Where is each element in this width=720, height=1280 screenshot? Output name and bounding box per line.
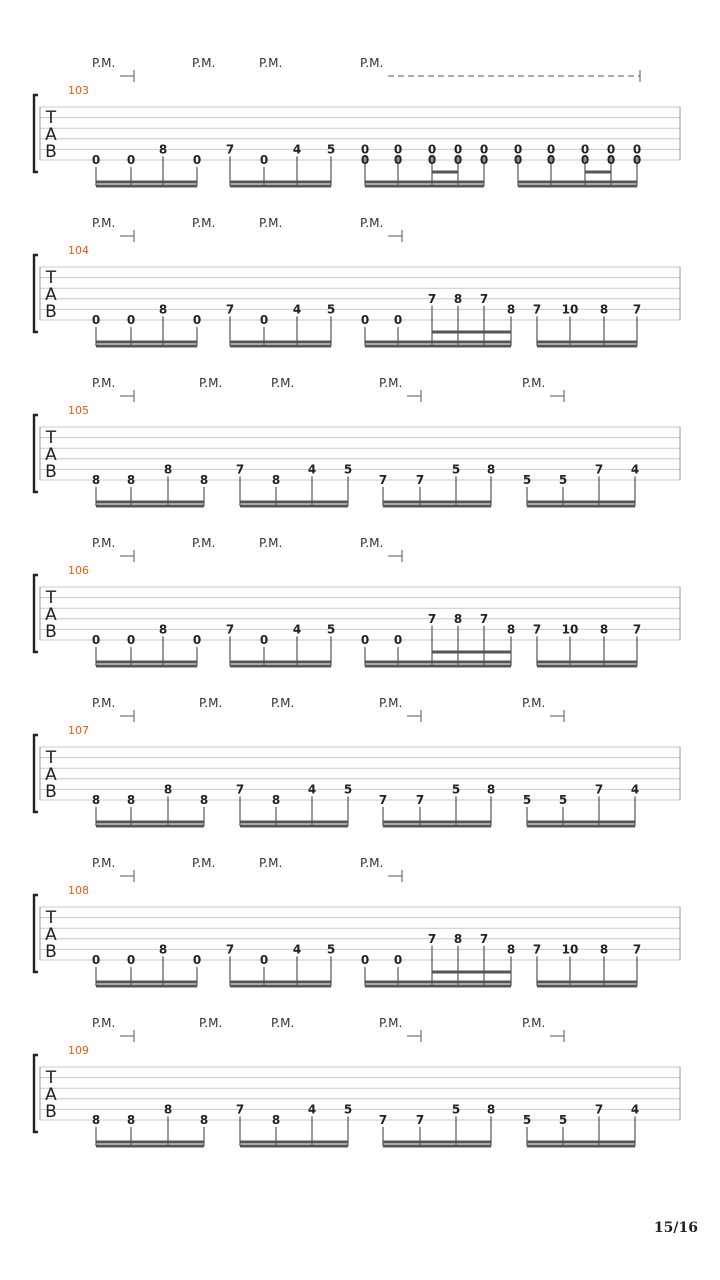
measure-number: 106: [68, 564, 89, 577]
beam: [96, 345, 197, 348]
beam: [537, 345, 637, 348]
fret-number: 7: [532, 622, 542, 637]
fret-number: 8: [271, 793, 281, 807]
staff-system: [34, 376, 680, 508]
fret-number: 0: [632, 142, 642, 157]
fret-number: 8: [506, 942, 516, 957]
fret-number: 0: [259, 153, 269, 167]
beam: [527, 821, 635, 824]
fret-number: 0: [546, 142, 556, 157]
fret-number: 0: [632, 153, 642, 167]
fret-number: 0: [126, 313, 136, 327]
palm-mute-marking: P.M.: [522, 376, 546, 390]
fret-number: 7: [594, 782, 604, 797]
tab-clef-letter: B: [45, 942, 57, 962]
palm-mute-marking: P.M.: [360, 856, 384, 870]
fret-number: 8: [91, 1113, 101, 1127]
fret-number: 7: [479, 931, 489, 946]
fret-number: 4: [292, 302, 302, 317]
beam: [96, 981, 197, 984]
fret-number: 0: [360, 313, 370, 327]
beam: [96, 505, 204, 508]
fret-number: 0: [513, 153, 523, 167]
tab-clef-letter: T: [45, 908, 57, 928]
beam: [96, 661, 197, 664]
palm-mute-marking: P.M.: [192, 536, 216, 550]
fret-number: 5: [522, 473, 532, 487]
fret-number: 7: [427, 931, 437, 946]
fret-number: 0: [393, 633, 403, 647]
fret-number: 7: [415, 473, 425, 487]
beam: [527, 1141, 635, 1144]
tab-clef-letter: T: [45, 428, 57, 448]
tab-clef-letter: B: [45, 1102, 57, 1122]
fret-number: 5: [326, 942, 336, 957]
fret-number: 7: [427, 611, 437, 626]
tab-clef-letter: B: [45, 142, 57, 162]
fret-number: 8: [486, 1102, 496, 1117]
palm-mute-marking: P.M.: [259, 536, 283, 550]
fret-number: 4: [630, 1102, 640, 1117]
tab-clef-letter: T: [45, 748, 57, 768]
beam: [527, 505, 635, 508]
fret-number: 4: [307, 782, 317, 797]
tab-clef-letter: A: [45, 445, 57, 465]
beam: [230, 981, 331, 984]
fret-number: 4: [292, 942, 302, 957]
fret-number: 8: [453, 611, 463, 626]
beam: [365, 181, 484, 184]
beam: [96, 341, 197, 344]
fret-number: 4: [630, 462, 640, 477]
fret-number: 8: [486, 782, 496, 797]
fret-number: 5: [451, 1102, 461, 1117]
beam: [527, 825, 635, 828]
fret-number: 7: [235, 782, 245, 797]
fret-number: 0: [479, 142, 489, 157]
staff-bracket: [34, 415, 38, 492]
fret-number: 0: [360, 142, 370, 157]
beam: [240, 821, 348, 824]
beam: [230, 341, 331, 344]
fret-number: 5: [343, 1102, 353, 1117]
fret-number: 8: [126, 473, 136, 487]
fret-number: 0: [91, 313, 101, 327]
fret-number: 0: [91, 153, 101, 167]
tab-clef-letter: T: [45, 1068, 57, 1088]
beam: [230, 661, 331, 664]
fret-number: 8: [91, 473, 101, 487]
staff-system: [34, 856, 680, 988]
tab-clef-letter: B: [45, 462, 57, 482]
beam: [96, 1141, 204, 1144]
fret-number: 0: [192, 153, 202, 167]
fret-number: 8: [486, 462, 496, 477]
beam: [230, 345, 331, 348]
fret-number: 8: [506, 622, 516, 637]
fret-number: 0: [393, 953, 403, 967]
fret-number: 5: [451, 782, 461, 797]
fret-number: 8: [599, 942, 609, 957]
palm-mute-marking: P.M.: [199, 696, 223, 710]
fret-number: 0: [453, 153, 463, 167]
fret-number: 0: [453, 142, 463, 157]
fret-number: 0: [192, 633, 202, 647]
fret-number: 5: [522, 1113, 532, 1127]
fret-number: 8: [506, 302, 516, 317]
staff-bracket: [34, 575, 38, 652]
fret-number: 8: [158, 302, 168, 317]
palm-mute-marking: P.M.: [192, 856, 216, 870]
palm-mute-marking: P.M.: [92, 536, 116, 550]
fret-number: 5: [522, 793, 532, 807]
fret-number: 8: [91, 793, 101, 807]
palm-mute-marking: P.M.: [199, 376, 223, 390]
fret-number: 7: [225, 942, 235, 957]
beam: [240, 1141, 348, 1144]
fret-number: 0: [546, 153, 556, 167]
beam: [240, 1145, 348, 1148]
beam: [96, 985, 197, 988]
beam: [518, 185, 637, 188]
tab-clef-letter: B: [45, 782, 57, 802]
palm-mute-marking: P.M.: [192, 216, 216, 230]
fret-number: 0: [427, 142, 437, 157]
palm-mute-marking: P.M.: [92, 856, 116, 870]
palm-mute-marking: P.M.: [271, 376, 295, 390]
beam: [527, 1145, 635, 1148]
fret-number: 0: [91, 633, 101, 647]
measure-number: 107: [68, 724, 89, 737]
tab-clef-letter: A: [45, 925, 57, 945]
palm-mute-marking: P.M.: [271, 1016, 295, 1030]
palm-mute-marking: P.M.: [92, 216, 116, 230]
tab-clef-letter: T: [45, 268, 57, 288]
fret-number: 8: [271, 473, 281, 487]
fret-number: 0: [580, 153, 590, 167]
fret-number: 5: [558, 1113, 568, 1127]
beam: [96, 1145, 204, 1148]
beam: [537, 341, 637, 344]
beam: [365, 661, 511, 664]
staff-system: [34, 536, 680, 668]
fret-number: 8: [163, 1102, 173, 1117]
fret-number: 8: [453, 931, 463, 946]
fret-number: 7: [415, 1113, 425, 1127]
fret-number: 0: [192, 313, 202, 327]
fret-number: 7: [235, 462, 245, 477]
tab-clef-letter: T: [45, 108, 57, 128]
palm-mute-marking: P.M.: [259, 216, 283, 230]
palm-mute-marking: P.M.: [360, 216, 384, 230]
fret-number: 8: [126, 1113, 136, 1127]
beam: [240, 825, 348, 828]
fret-number: 8: [158, 942, 168, 957]
fret-number: 7: [225, 622, 235, 637]
beam: [230, 181, 331, 184]
fret-number: 10: [561, 302, 579, 317]
beam: [365, 341, 511, 344]
fret-number: 0: [393, 142, 403, 157]
fret-number: 5: [558, 473, 568, 487]
palm-mute-marking: P.M.: [379, 1016, 403, 1030]
measure-number: 104: [68, 244, 89, 257]
tab-clef-letter: B: [45, 622, 57, 642]
palm-mute-marking: P.M.: [360, 536, 384, 550]
beam: [230, 985, 331, 988]
fret-number: 0: [479, 153, 489, 167]
fret-number: 8: [199, 1113, 209, 1127]
fret-number: 8: [199, 473, 209, 487]
palm-mute-marking: P.M.: [379, 696, 403, 710]
beam: [383, 1145, 491, 1148]
palm-mute-marking: P.M.: [259, 56, 283, 70]
beam: [96, 825, 204, 828]
fret-number: 0: [393, 153, 403, 167]
tab-clef-letter: A: [45, 605, 57, 625]
beam: [432, 971, 511, 974]
fret-number: 8: [158, 142, 168, 157]
fret-number: 0: [259, 633, 269, 647]
fret-number: 5: [343, 782, 353, 797]
fret-number: 0: [360, 153, 370, 167]
palm-mute-marking: P.M.: [92, 696, 116, 710]
beam: [240, 505, 348, 508]
fret-number: 8: [163, 782, 173, 797]
fret-number: 7: [532, 302, 542, 317]
fret-number: 7: [225, 302, 235, 317]
palm-mute-marking: P.M.: [92, 376, 116, 390]
staff-system: [34, 56, 680, 188]
measure-number: 108: [68, 884, 89, 897]
tab-clef-letter: T: [45, 588, 57, 608]
fret-number: 5: [326, 142, 336, 157]
fret-number: 8: [163, 462, 173, 477]
fret-number: 0: [126, 953, 136, 967]
fret-number: 8: [199, 793, 209, 807]
tab-clef-letter: A: [45, 1085, 57, 1105]
fret-number: 7: [594, 1102, 604, 1117]
palm-mute-marking: P.M.: [92, 1016, 116, 1030]
fret-number: 0: [580, 142, 590, 157]
palm-mute-marking: P.M.: [259, 856, 283, 870]
staff-bracket: [34, 95, 38, 172]
fret-number: 7: [479, 611, 489, 626]
beam: [383, 501, 491, 504]
beam: [527, 501, 635, 504]
beam: [365, 981, 511, 984]
fret-number: 7: [632, 942, 642, 957]
tab-clef-letter: A: [45, 765, 57, 785]
fret-number: 5: [326, 302, 336, 317]
staff-system: [34, 216, 680, 348]
tab-clef-letter: A: [45, 285, 57, 305]
beam: [96, 665, 197, 668]
tab-clef-letter: B: [45, 302, 57, 322]
fret-number: 0: [192, 953, 202, 967]
palm-mute-marking: P.M.: [360, 56, 384, 70]
fret-number: 7: [632, 302, 642, 317]
palm-mute-marking: P.M.: [92, 56, 116, 70]
beam: [96, 501, 204, 504]
staff-system: [34, 696, 680, 828]
fret-number: 0: [513, 142, 523, 157]
beam: [383, 821, 491, 824]
fret-number: 7: [632, 622, 642, 637]
staff-system: [34, 1016, 680, 1148]
fret-number: 7: [378, 1113, 388, 1127]
fret-number: 5: [343, 462, 353, 477]
palm-mute-marking: P.M.: [271, 696, 295, 710]
beam: [537, 985, 637, 988]
beam: [537, 665, 637, 668]
fret-number: 10: [561, 622, 579, 637]
fret-number: 0: [126, 633, 136, 647]
page-number: 15/16: [653, 1220, 698, 1236]
beam: [96, 181, 197, 184]
fret-number: 4: [292, 622, 302, 637]
fret-number: 0: [259, 313, 269, 327]
fret-number: 0: [259, 953, 269, 967]
staff-bracket: [34, 895, 38, 972]
beam: [537, 981, 637, 984]
palm-mute-marking: P.M.: [199, 1016, 223, 1030]
measure-number: 103: [68, 84, 89, 97]
palm-mute-marking: P.M.: [379, 376, 403, 390]
fret-number: 0: [427, 153, 437, 167]
fret-number: 4: [630, 782, 640, 797]
beam: [230, 185, 331, 188]
fret-number: 0: [360, 633, 370, 647]
fret-number: 0: [393, 313, 403, 327]
beam: [96, 821, 204, 824]
beam: [585, 171, 611, 174]
palm-mute-marking: P.M.: [522, 696, 546, 710]
beam: [230, 665, 331, 668]
fret-number: 8: [271, 1113, 281, 1127]
fret-number: 5: [326, 622, 336, 637]
measure-number: 109: [68, 1044, 89, 1057]
fret-number: 4: [307, 1102, 317, 1117]
fret-number: 7: [415, 793, 425, 807]
fret-number: 7: [235, 1102, 245, 1117]
beam: [432, 651, 511, 654]
fret-number: 7: [378, 473, 388, 487]
palm-mute-marking: P.M.: [522, 1016, 546, 1030]
beam: [537, 661, 637, 664]
fret-number: 5: [558, 793, 568, 807]
fret-number: 5: [451, 462, 461, 477]
beam: [432, 171, 458, 174]
fret-number: 0: [126, 153, 136, 167]
fret-number: 7: [532, 942, 542, 957]
staff-bracket: [34, 1055, 38, 1132]
fret-number: 7: [479, 291, 489, 306]
fret-number: 7: [594, 462, 604, 477]
measure-number: 105: [68, 404, 89, 417]
fret-number: 0: [606, 142, 616, 157]
fret-number: 7: [427, 291, 437, 306]
beam: [383, 825, 491, 828]
beam: [383, 1141, 491, 1144]
fret-number: 8: [158, 622, 168, 637]
fret-number: 0: [360, 953, 370, 967]
beam: [518, 181, 637, 184]
fret-number: 8: [599, 622, 609, 637]
fret-number: 7: [225, 142, 235, 157]
fret-number: 8: [599, 302, 609, 317]
beam: [365, 665, 511, 668]
fret-number: 0: [91, 953, 101, 967]
staff-bracket: [34, 255, 38, 332]
fret-number: 4: [307, 462, 317, 477]
fret-number: 8: [126, 793, 136, 807]
beam: [383, 505, 491, 508]
fret-number: 7: [378, 793, 388, 807]
beam: [432, 331, 511, 334]
fret-number: 8: [453, 291, 463, 306]
tab-clef-letter: A: [45, 125, 57, 145]
beam: [240, 501, 348, 504]
staff-bracket: [34, 735, 38, 812]
fret-number: 10: [561, 942, 579, 957]
beam: [365, 185, 484, 188]
beam: [96, 185, 197, 188]
fret-number: 0: [606, 153, 616, 167]
beam: [365, 985, 511, 988]
fret-number: 4: [292, 142, 302, 157]
beam: [365, 345, 511, 348]
palm-mute-marking: P.M.: [192, 56, 216, 70]
